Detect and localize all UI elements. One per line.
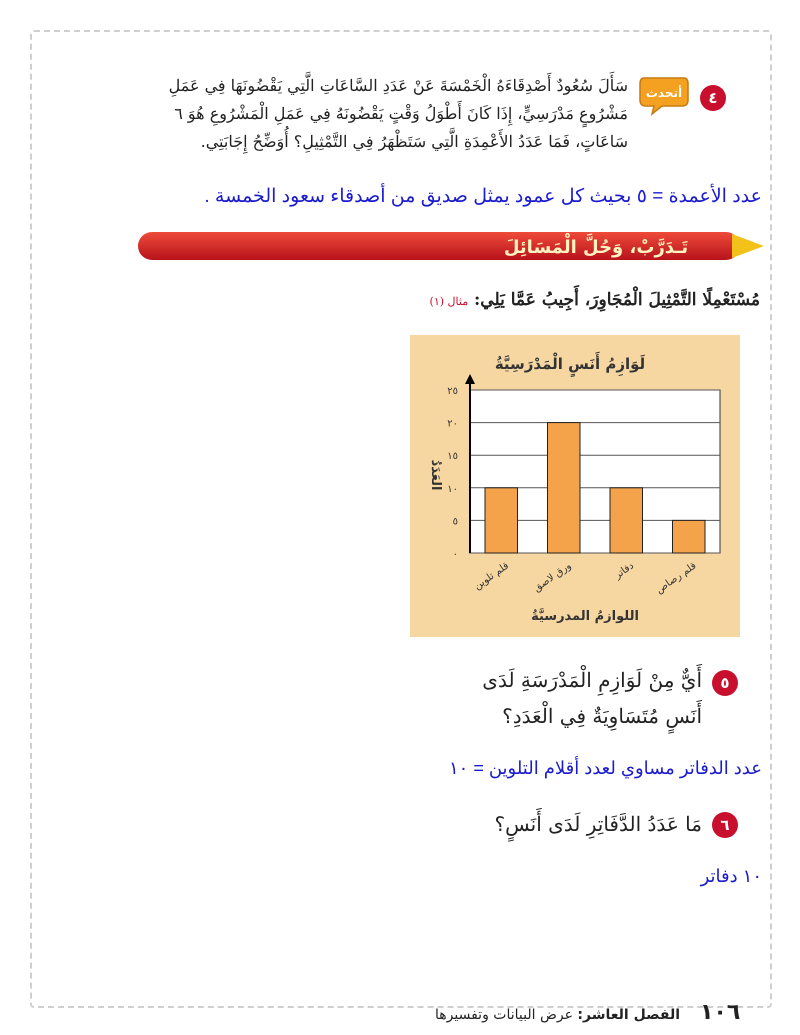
problem-4-answer: عدد الأعمدة = ٥ بحيث كل عمود يمثل صديق من أصدقاء سعود الخمسة . bbox=[204, 186, 762, 207]
chart-bar bbox=[673, 520, 706, 553]
problem-4-number: ٤ bbox=[700, 85, 726, 111]
talk-bubble-icon bbox=[638, 74, 690, 116]
chart-y-tick: ٥ bbox=[452, 516, 458, 528]
problem-6-answer: ١٠ دفاتر bbox=[700, 866, 762, 886]
section-banner bbox=[136, 228, 766, 264]
chart-title: لَوَازِمُ أَنَسٍ الْمَدْرَسِيَّةُ bbox=[494, 355, 646, 373]
chart-bar bbox=[485, 488, 518, 553]
talk-bubble-label: أتحدث bbox=[645, 86, 683, 100]
chart-x-category-label: ورق لاصق bbox=[531, 560, 574, 595]
chart-bar bbox=[610, 488, 643, 553]
problem-5-text: أَيٌّ مِنْ لَوَازِمِ الْمَدْرَسَةِ لَدَى أَنَسٍ مُتَسَاوِيَةٌ فِي الْعَدَدِ؟ bbox=[482, 668, 702, 728]
instruction bbox=[240, 290, 760, 310]
chart-x-category-label: قلم رصاص bbox=[654, 560, 699, 597]
footer-chapter-title: عرض البيانات وتفسيرها bbox=[435, 1007, 573, 1023]
problem-5-answer: عدد الدفاتر مساوي لعدد أقلام التلوين = ١٠ bbox=[448, 758, 762, 778]
chart-y-label: العَدَدُ bbox=[428, 459, 443, 491]
problem-5-number: ٥ bbox=[712, 670, 738, 696]
footer-chapter bbox=[380, 1007, 680, 1023]
chart-y-tick: ٢٥ bbox=[447, 386, 458, 397]
banner-arrow-icon bbox=[732, 234, 764, 258]
instruction-text: مُسْتَعْمِلًا التَّمْثِيلَ الْمُجَاوِرَ، أَجِيبُ عَمَّا يَلِي: bbox=[474, 290, 760, 310]
chart-x-category-label: قلم تلوين bbox=[472, 560, 511, 593]
chart-y-tick: ٠ bbox=[452, 549, 458, 560]
page-number: ١٠٦ bbox=[700, 1000, 741, 1025]
chart-y-tick: ١٠ bbox=[447, 483, 458, 495]
bar-chart-svg bbox=[410, 335, 740, 637]
chart-y-axis-arrow-icon bbox=[465, 374, 475, 384]
section-banner-title: تَـدَرَّبْ، وَحُلَّ الْمَسَائِلَ bbox=[503, 237, 689, 258]
footer-chapter-label: الفصل العاشر: bbox=[577, 1007, 680, 1023]
chart-x-category-label: دفاتر bbox=[612, 560, 636, 582]
problem-6-text: مَا عَدَدُ الدَّفَاتِرِ لَدَى أَنَسٍ؟ bbox=[494, 812, 702, 836]
problem-4-text: سَأَلَ سُعُودٌ أَصْدِقَاءَهُ الْخَمْسَةَ عَنْ عَدَدِ السَّاعَاتِ الَّتِي يَقْضُونَهَا فِي عَمَلِ مَشْرُوعٍ مَدْرَسِيٍّ، إِذَا كَانَ أَطْوَلُ وَقْتٍ يَقْضُونَهُ فِي عَمَلِ الْمَشْرُوعِ هُوَ ٦ سَاعَاتٍ، فَمَا عَدَدُ الأَعْمِدَةِ الَّتِي سَتَظْهَرُ فِي التَّمْثِيلِ؟ أُوَضِّحُ إِجَابَتِي. bbox=[168, 76, 628, 151]
chart-bar bbox=[548, 423, 581, 553]
instruction-reference: مثال (١) bbox=[429, 295, 469, 308]
chart-x-label: اللوازمُ المدرسيَّةُ bbox=[531, 609, 639, 624]
chart-y-tick: ١٥ bbox=[447, 451, 458, 463]
chart-y-tick: ٢٠ bbox=[447, 418, 458, 430]
bar-chart bbox=[410, 335, 740, 637]
problem-6-number: ٦ bbox=[712, 812, 738, 838]
